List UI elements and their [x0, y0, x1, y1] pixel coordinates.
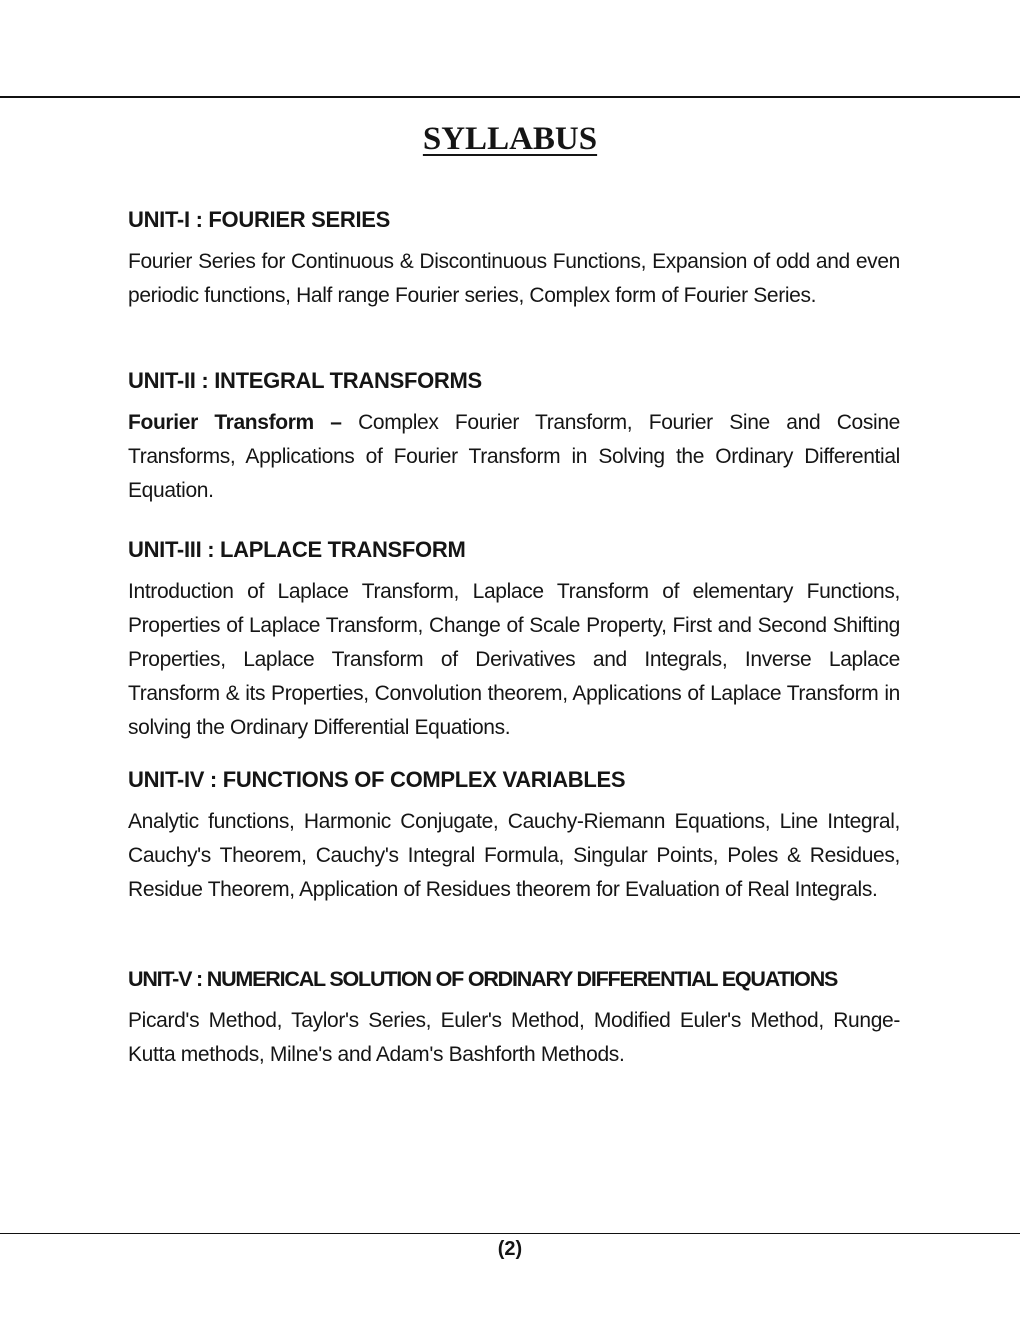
unit-body-text: Fourier Series for Continuous & Discontinuous Functions, Expansion of odd and even periodic functions, Half range Fourier series, Complex form of Fourier Series. — [128, 250, 900, 307]
unit-body — [128, 805, 900, 907]
unit-section — [128, 368, 900, 508]
unit-heading: UNIT-I : FOURIER SERIES — [128, 207, 391, 232]
page-number: (2) — [497, 1238, 523, 1260]
unit-body-text: Introduction of Laplace Transform, Laplace Transform of elementary Functions, Properties of Laplace Transform, Change of Scale Property, First and Second Shifting Properties, Laplace Transform of Derivatives and Integrals, Inverse Laplace Transform & its Properties, Convolution theorem, Applications of Laplace Transform in solving the Ordinary Differential Equations. — [128, 580, 900, 739]
unit-section — [128, 966, 900, 1072]
unit-body-text: Analytic functions, Harmonic Conjugate, Cauchy-Riemann Equations, Line Integral, Cauchy's Theorem, Cauchy's Integral Formula, Singular Points, Poles & Residues, Residue Theorem, Application of Residues theorem for Evaluation of Real Integrals. — [128, 810, 900, 901]
top-divider — [0, 96, 1020, 98]
unit-body — [128, 245, 900, 313]
page-title — [0, 119, 1020, 159]
unit-heading: UNIT-III : LAPLACE TRANSFORM — [128, 537, 466, 562]
unit-heading: UNIT-IV : FUNCTIONS OF COMPLEX VARIABLES — [128, 767, 626, 792]
unit-section — [128, 767, 900, 907]
unit-body — [128, 575, 900, 745]
unit-body-text: Picard's Method, Taylor's Series, Euler's Method, Modified Euler's Method, Runge-Kutta methods, Milne's and Adam's Bashforth Methods. — [128, 1009, 900, 1066]
unit-body-text: Complex Fourier Transform, Fourier Sine and Cosine Transforms, Applications of Fourier Transform in Solving the Ordinary Differential Equation. — [128, 411, 900, 502]
unit-body — [128, 406, 900, 508]
unit-body — [128, 1004, 900, 1072]
unit-body-lead: Fourier Transform – — [128, 411, 342, 434]
unit-heading: UNIT-II : INTEGRAL TRANSFORMS — [128, 368, 482, 393]
page-title-text: SYLLABUS — [422, 121, 598, 157]
unit-section — [128, 207, 900, 313]
unit-heading: UNIT-V : NUMERICAL SOLUTION OF ORDINARY DIFFERENTIAL EQUATIONS — [128, 967, 838, 991]
bottom-divider — [0, 1233, 1020, 1234]
unit-section — [128, 537, 900, 745]
